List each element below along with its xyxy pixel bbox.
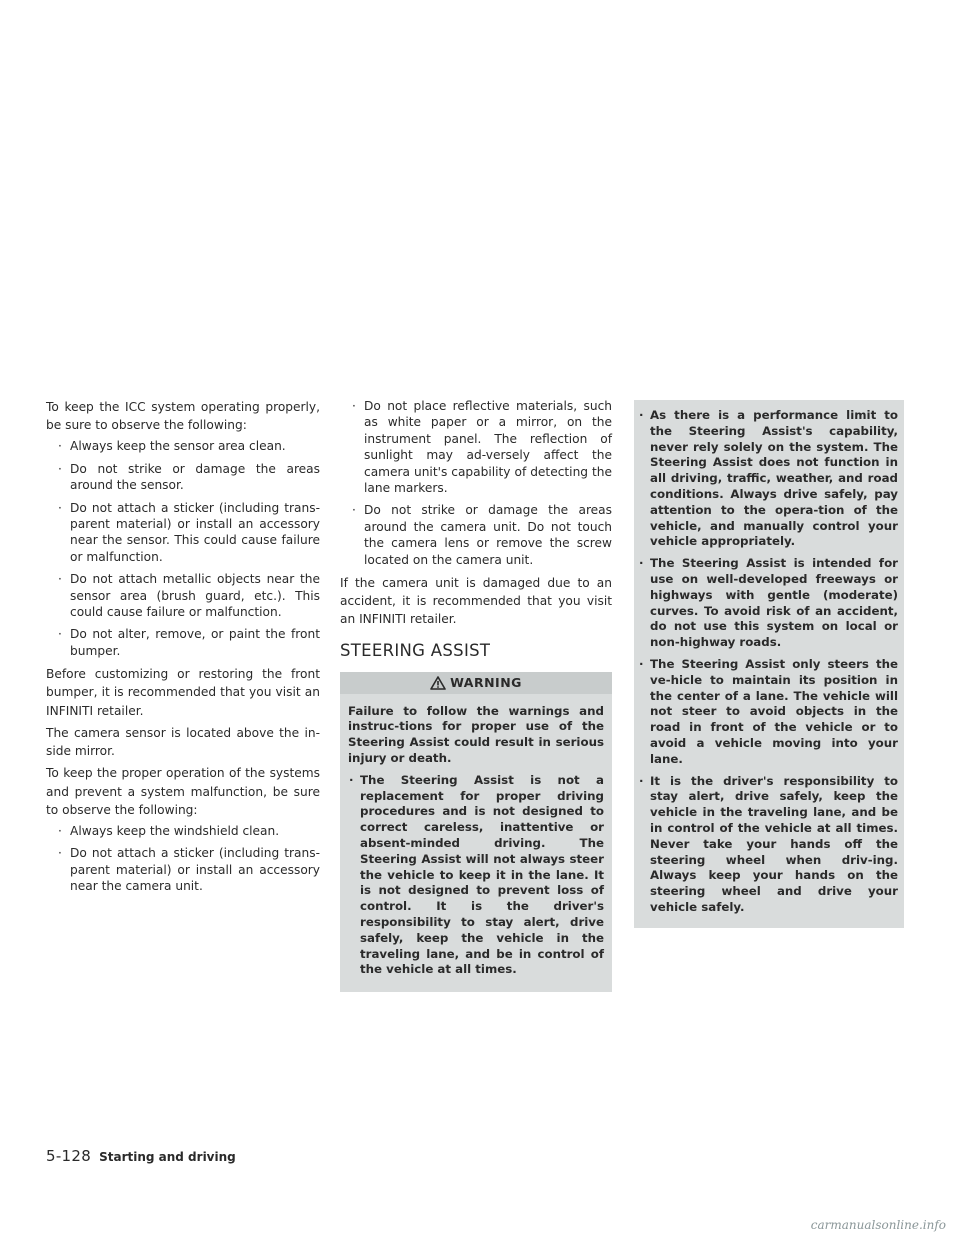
section-title: STEERING ASSIST — [340, 640, 491, 660]
list-item: · Do not attach a sticker (including trans-parent material) or install an accessory near the camera unit. — [58, 846, 320, 894]
camera-location-paragraph: The camera sensor is located above the in-side mirror. — [46, 725, 320, 759]
warning-item: · As there is a performance limit to the Steering Assist's capability, never rely solely on the system. The Steering Assist does not function in all driving, traffic, weather, and road conditions. Always drive safely, pay attention to the opera-tion of the vehicle, and manually control your vehicle appropriately. — [639, 408, 898, 549]
intro-paragraph: To keep the ICC system operating properly, be sure to observe the following: — [46, 400, 320, 433]
camera-damage-paragraph: If the camera unit is damaged due to an accident, it is recommended that you visit an INFINITI retailer. — [340, 576, 612, 627]
list-item: · Do not attach metallic objects near the sensor area (brush guard, etc.). This could cause failure or malfunction. — [58, 572, 320, 620]
warning-item: · The Steering Assist only steers the ve-hicle to maintain its position in the center of a lane. The vehicle will not steer to avoid objects in the road in front of the vehicle or to avoid a vehicle moving into your lane. — [639, 656, 898, 766]
list-item: · Do not alter, remove, or paint the front bumper. — [58, 627, 320, 658]
warning-item: · The Steering Assist is intended for use on well-developed freeways or highways with gentle (moderate) curves. To avoid risk of an accident, do not use this system on local or non-highway roads. — [639, 556, 898, 650]
camera-precautions-list — [46, 823, 320, 895]
list-item: · Do not strike or damage the areas around the sensor. — [58, 461, 320, 493]
warning-item: · It is the driver's responsibility to stay alert, drive safely, keep the vehicle in the traveling lane, and be in control of the vehicle at all times. Never take your hands off the steering wheel when driv-ing. Always keep your hands on the steering wheel and drive your vehicle safely. — [639, 773, 898, 914]
sensor-precautions-list — [46, 438, 320, 659]
list-item: · Always keep the windshield clean. — [58, 823, 280, 838]
list-item: · Do not strike or damage the areas around the camera unit. Do not touch the camera lens or remove the screw located on the camera unit. — [352, 503, 612, 567]
column-3 — [634, 400, 904, 928]
warning-header — [340, 672, 612, 694]
warning-item: · The Steering Assist is not a replacement for proper driving procedures and is not designed to correct careless, inattentive or absent-minded driving. The Steering Assist will not always steer the vehicle to keep it in the lane. It is not designed to prevent loss of control. It is the driver's responsibility to stay alert, drive safely, keep the vehicle in the traveling lane, and be in control of the vehicle at all times. — [349, 772, 604, 977]
list-item: · Do not attach a sticker (including trans-parent material) or install an accessory near the sensor. This could cause failure or malfunction. — [58, 500, 320, 564]
camera-precautions-list-continued — [340, 398, 612, 568]
column-1 — [46, 398, 320, 901]
warning-box-continued — [634, 400, 904, 928]
list-item: · Do not place reflective materials, such as white paper or a mirror, on the instrument panel. The reflection of sunlight may ad-versely affect the camera unit's capability of detecting the lane markers. — [352, 399, 612, 496]
warning-list — [348, 773, 604, 978]
page-footer — [46, 1147, 236, 1165]
warning-list-continued — [636, 408, 898, 916]
bumper-paragraph: Before customizing or restoring the front bumper, it is recommended that you visit an INFINITI retailer. — [46, 667, 320, 718]
page-number: 5-128 — [46, 1147, 92, 1165]
warning-box — [340, 672, 612, 993]
warning-label: WARNING — [450, 675, 522, 691]
warning-triangle-icon — [430, 676, 446, 690]
warning-body — [340, 694, 612, 993]
warning-intro: Failure to follow the warnings and instruc-tions for proper use of the Steering Assist could result in serious injury or death. — [348, 703, 604, 766]
column-2 — [340, 398, 612, 992]
camera-operation-paragraph: To keep the proper operation of the systems and prevent a system malfunction, be sure to observe the following: — [46, 766, 320, 817]
list-item: · Always keep the sensor area clean. — [58, 439, 286, 454]
chapter-title: Starting and driving — [99, 1150, 236, 1164]
watermark: carmanualsonline.info — [810, 1218, 946, 1232]
